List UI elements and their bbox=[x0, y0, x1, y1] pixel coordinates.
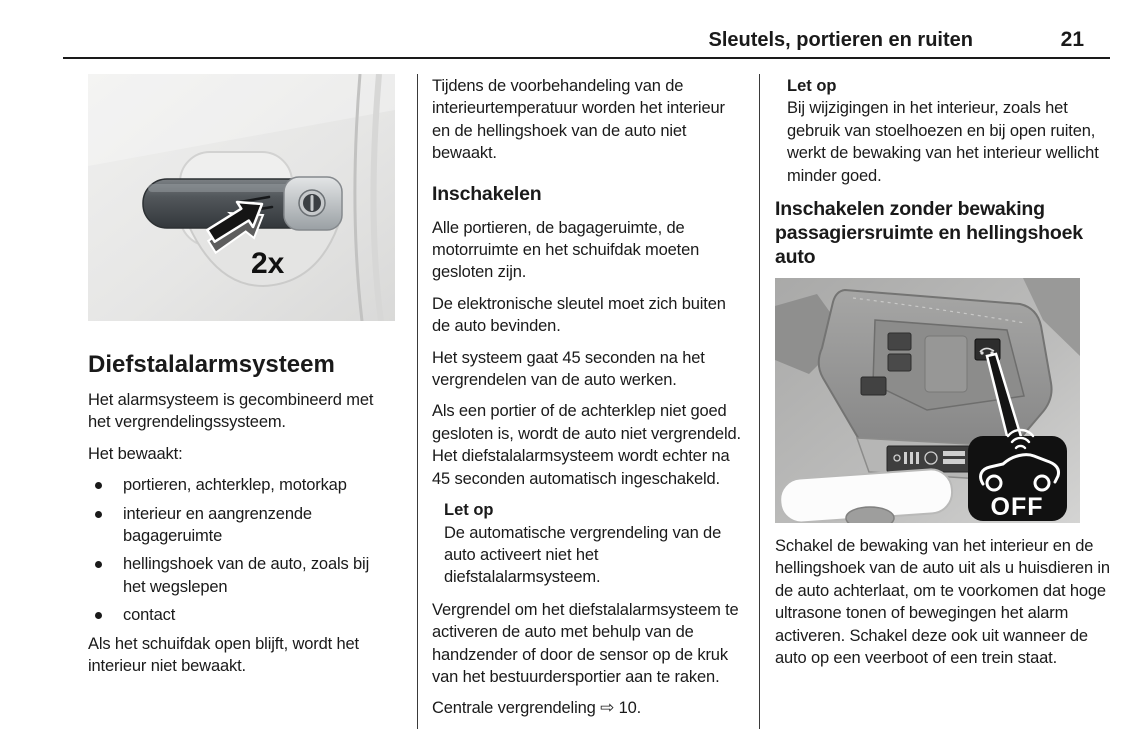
cross-reference-page: 10. bbox=[618, 699, 642, 718]
list-item-label: interieur en aangrenzende bagageruimte bbox=[123, 504, 312, 546]
roof-console-illustration bbox=[775, 278, 1080, 523]
notice-text: De automatische vergrendeling van de auto activeert niet het diefstalalarmsysteem. bbox=[444, 523, 722, 587]
paragraph: Het bewaakt: bbox=[88, 444, 183, 463]
section-heading-zonder-bewaking: Inschakelen zonder bewaking passagiersruimte en hellingshoek auto bbox=[775, 198, 1083, 269]
notice-title: Let op bbox=[444, 501, 494, 520]
cross-reference bbox=[432, 697, 747, 719]
section-heading-alarm: Diefstalalarmsysteem bbox=[88, 351, 335, 378]
notice-title: Let op bbox=[787, 77, 837, 95]
page-header bbox=[63, 0, 1110, 59]
paragraph: De elektronische sleutel moet zich buiten de auto bevinden. bbox=[432, 294, 726, 336]
door-handle-illustration bbox=[88, 74, 395, 321]
paragraph: Schakel de bewaking van het interieur en de hellingshoek van de auto uit als u huisdieren in de auto achterlaat, om te voorkomen dat hoge ultrasone tonen of bewegingen het alarm activeren. Schakel deze ook uit wanneer de auto op een veerboot of een trein staat. bbox=[775, 537, 1110, 668]
paragraph: Als een portier of de achterklep niet goed gesloten is, wordt de auto niet vergrendeld. Het diefstalalarmsysteem wordt echter na 45 seconden automatisch ingeschakeld. bbox=[432, 402, 741, 488]
handle-highlight bbox=[148, 184, 298, 192]
list-item bbox=[88, 503, 395, 548]
notice-block bbox=[775, 75, 1110, 187]
bullet-icon bbox=[95, 612, 102, 619]
notice-block bbox=[432, 499, 747, 589]
ref-arrow-icon: ⇨ bbox=[600, 698, 615, 718]
list-item-label: hellingshoek van de auto, zoals bij het wegslepen bbox=[123, 555, 370, 596]
mirror-mount bbox=[846, 507, 894, 523]
list-item bbox=[88, 604, 395, 626]
paragraph: Het alarmsysteem is gecombineerd met het vergrendelingssysteem. bbox=[88, 391, 374, 432]
section-heading-inschakelen: Inschakelen bbox=[432, 182, 542, 205]
column-left bbox=[63, 74, 417, 729]
roof-console-figure bbox=[775, 278, 1080, 523]
paragraph: Tijdens de voorbehandeling van de interieurtemperatuur worden het interieur en de hellingshoek van de auto niet bewaakt. bbox=[432, 77, 725, 163]
alarm-off-badge bbox=[968, 430, 1067, 521]
list-item-label: contact bbox=[123, 606, 176, 625]
page-number: 21 bbox=[1060, 28, 1084, 51]
bullet-icon bbox=[95, 511, 102, 518]
console-button bbox=[888, 333, 911, 350]
console-button bbox=[861, 377, 886, 395]
chapter-title: Sleutels, portieren en ruiten bbox=[708, 29, 973, 51]
console-button bbox=[888, 354, 911, 371]
paragraph: Alle portieren, de bagageruimte, de motorruimte en het schuifdak moeten gesloten zijn. bbox=[432, 218, 700, 282]
door-handle-figure bbox=[88, 74, 395, 321]
list-item bbox=[88, 553, 395, 598]
notice-text: Bij wijzigingen in het interieur, zoals het gebruik van stoelhoezen en bij open ruiten, werkt de bewaking van het interieur wellicht minder goed. bbox=[787, 99, 1099, 185]
paragraph: Als het schuifdak open blijft, wordt het interieur niet bewaakt. bbox=[88, 634, 359, 676]
cross-reference-text: Centrale vergrendeling bbox=[432, 699, 596, 718]
press-count-label: 2x bbox=[251, 247, 285, 280]
list-item-label: portieren, achterklep, motorkap bbox=[123, 476, 347, 495]
column-right bbox=[760, 74, 1110, 729]
keyhole-icon bbox=[299, 190, 325, 216]
paragraph: Vergrendel om het diefstalalarmsysteem te activeren de auto met behulp van de handzender of door de sensor op de kruk van het bestuurdersportier aan te raken. bbox=[432, 600, 739, 686]
column-middle bbox=[417, 74, 760, 729]
bullet-icon bbox=[95, 482, 102, 489]
off-label: OFF bbox=[990, 493, 1044, 522]
paragraph: Het systeem gaat 45 seconden na het vergrendelen van de auto werken. bbox=[432, 348, 705, 390]
monitored-items-list bbox=[88, 474, 395, 626]
sunroof-switch-recess bbox=[925, 336, 967, 392]
list-item bbox=[88, 474, 395, 496]
bullet-icon bbox=[95, 561, 102, 568]
content-columns bbox=[63, 74, 1110, 729]
